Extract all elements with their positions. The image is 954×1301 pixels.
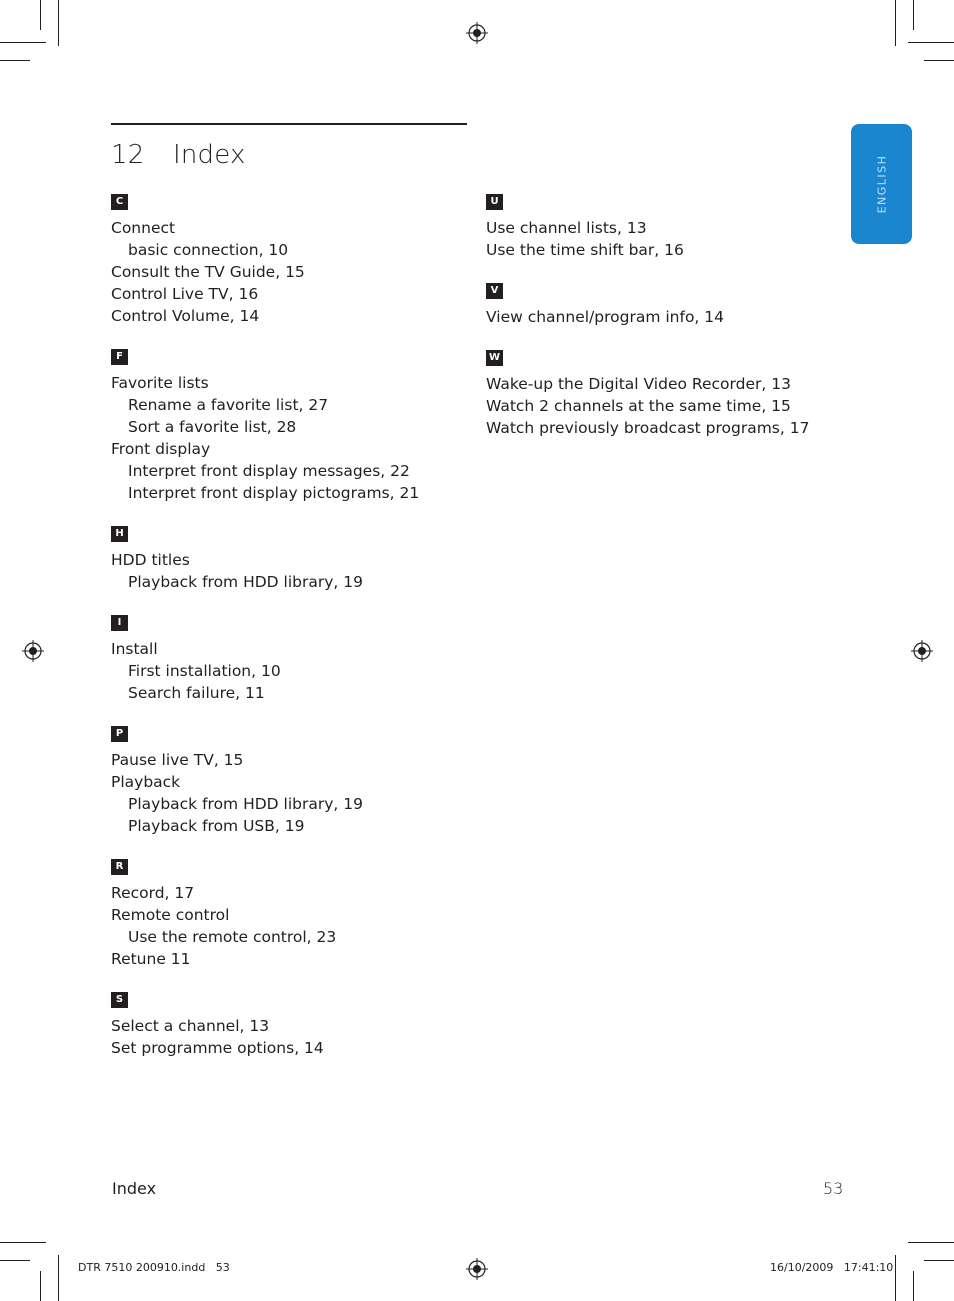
index-subentry: basic connection, 10 [128, 241, 289, 259]
index-subentry: Playback from HDD library, 19 [128, 573, 363, 591]
section-letter: S [111, 992, 128, 1008]
crop-mark [908, 42, 954, 43]
index-section-w [486, 350, 846, 439]
index-entry: Control Volume, 14 [111, 307, 260, 325]
index-subentry: Sort a favorite list, 28 [128, 418, 297, 436]
crop-mark [895, 1255, 896, 1301]
index-subentry: First installation, 10 [128, 662, 281, 680]
index-subentry: Playback from USB, 19 [128, 817, 305, 835]
index-section-c [111, 194, 471, 327]
chapter-title: Index [173, 140, 246, 170]
index-entry: Remote control [111, 906, 230, 924]
index-entry: Connect [111, 219, 176, 237]
crop-mark [58, 1255, 59, 1301]
index-section-f [111, 349, 471, 504]
crop-mark [908, 1242, 954, 1243]
index-entry: Set programme options, 14 [111, 1039, 324, 1057]
index-subentry: Rename a favorite list, 27 [128, 396, 329, 414]
index-subentry: Interpret front display messages, 22 [128, 462, 410, 480]
index-column-right [486, 194, 846, 461]
index-entry: HDD titles [111, 551, 190, 569]
index-entry: Favorite lists [111, 374, 209, 392]
index-entry: Pause live TV, 15 [111, 751, 244, 769]
index-entry: Retune 11 [111, 950, 191, 968]
page-number: 53 [823, 1179, 844, 1198]
index-column-left [111, 194, 471, 1081]
index-section-s [111, 992, 471, 1059]
language-tab-label: ENGLISH [875, 154, 888, 214]
chapter-number: 12 [111, 140, 145, 170]
crop-mark [0, 60, 30, 61]
index-entry: Consult the TV Guide, 15 [111, 263, 305, 281]
page-title [111, 140, 246, 170]
registration-mark-icon [466, 1258, 488, 1280]
title-rule [111, 123, 467, 125]
section-letter: I [111, 615, 128, 631]
section-letter: H [111, 526, 128, 542]
crop-mark [0, 1242, 46, 1243]
index-entry: Watch previously broadcast programs, 17 [486, 419, 810, 437]
index-entry: Install [111, 640, 158, 658]
index-subentry: Interpret front display pictograms, 21 [128, 484, 420, 502]
index-section-r [111, 859, 471, 970]
slug-timestamp: 16/10/2009 17:41:10 [770, 1261, 894, 1274]
index-entry: Watch 2 channels at the same time, 15 [486, 397, 791, 415]
crop-mark [58, 0, 59, 46]
index-entry: Control Live TV, 16 [111, 285, 259, 303]
language-tab [851, 124, 912, 244]
crop-mark [913, 1271, 914, 1301]
section-letter: R [111, 859, 128, 875]
index-entry: View channel/program info, 14 [486, 308, 725, 326]
index-entry: Use the time shift bar, 16 [486, 241, 684, 259]
index-entry: Front display [111, 440, 211, 458]
crop-mark [40, 0, 41, 30]
section-letter: V [486, 283, 503, 299]
slug-filename: DTR 7510 200910.indd 53 [78, 1261, 230, 1274]
index-section-i [111, 615, 471, 704]
section-letter: P [111, 726, 128, 742]
crop-mark [0, 1260, 30, 1261]
section-letter: C [111, 194, 128, 210]
index-entry: Select a channel, 13 [111, 1017, 270, 1035]
registration-mark-icon [22, 640, 44, 662]
registration-mark-icon [466, 22, 488, 44]
index-entry: Playback [111, 773, 181, 791]
index-entry: Use channel lists, 13 [486, 219, 647, 237]
index-entry: Wake-up the Digital Video Recorder, 13 [486, 375, 791, 393]
index-section-u [486, 194, 846, 261]
crop-mark [924, 1260, 954, 1261]
index-entry: Record, 17 [111, 884, 195, 902]
registration-mark-icon [911, 640, 933, 662]
section-letter: U [486, 194, 503, 210]
index-subentry: Use the remote control, 23 [128, 928, 337, 946]
index-section-h [111, 526, 471, 593]
index-subentry: Search failure, 11 [128, 684, 265, 702]
crop-mark [924, 60, 954, 61]
section-letter: F [111, 349, 128, 365]
crop-mark [40, 1271, 41, 1301]
index-subentry: Playback from HDD library, 19 [128, 795, 363, 813]
index-section-v [486, 283, 846, 328]
section-letter: W [486, 350, 503, 366]
index-section-p [111, 726, 471, 837]
crop-mark [895, 0, 896, 46]
crop-mark [0, 42, 46, 43]
footer-section-label: Index [112, 1179, 157, 1198]
crop-mark [913, 0, 914, 30]
